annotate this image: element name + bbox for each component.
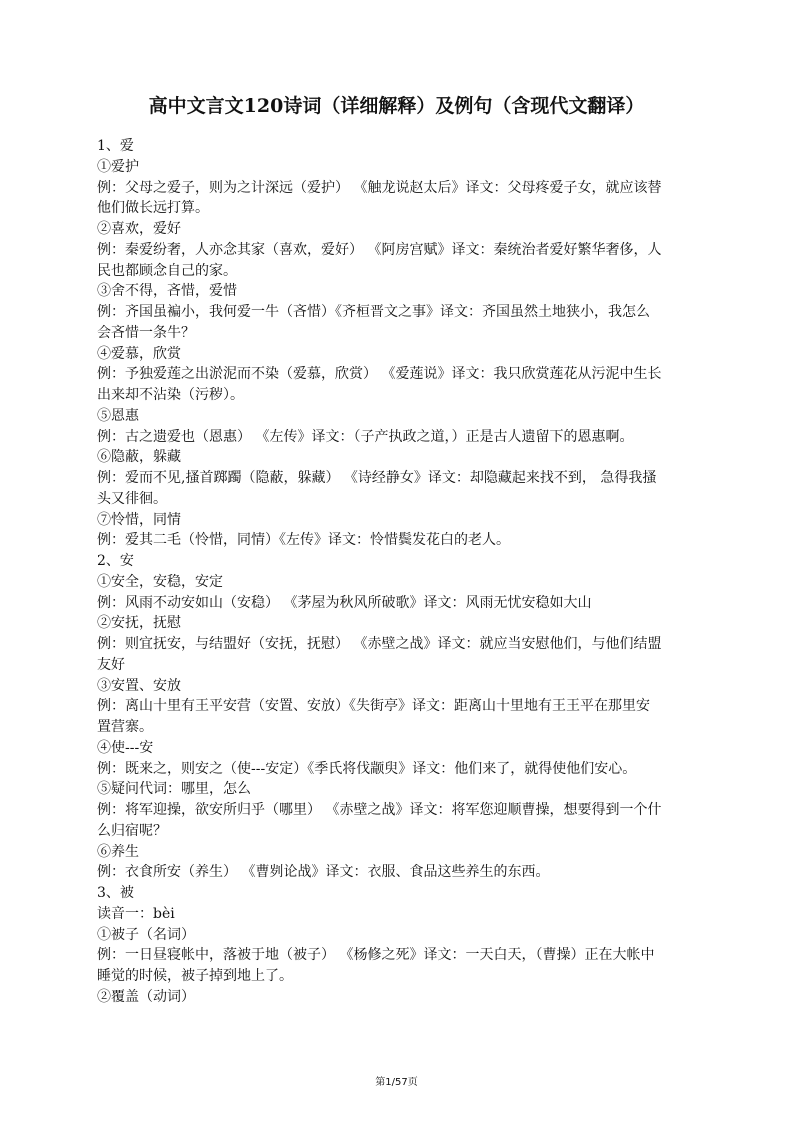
- text-line: 例：父母之爱子，则为之计深远（爱护） 《触龙说赵太后》译文：父母疼爱子女，就应该替: [97, 179, 662, 196]
- text-line: ④使---安: [97, 739, 154, 756]
- text-line: 头又徘徊。: [97, 490, 167, 507]
- text-line: 他们做长远打算。: [97, 200, 209, 217]
- text-line: 例：既来之，则安之（使---安定）《季氏将伐颛臾》译文：他们来了，就得使他们安心。: [97, 760, 637, 777]
- text-line: 例：衣食所安（养生） 《曹刿论战》译文：衣服、食品这些养生的东西。: [97, 864, 550, 881]
- text-line: ①爱护: [97, 158, 139, 175]
- text-line: 例：将军迎操，欲安所归乎（哪里） 《赤壁之战》译文：将军您迎顺曹操，想要得到一个什: [97, 802, 662, 818]
- text-line: 民也都顾念自己的家。: [97, 262, 237, 279]
- text-line: 1、爱: [97, 138, 134, 154]
- text-line: ①安全，安稳，安定: [97, 573, 223, 590]
- text-line: 3、被: [97, 885, 134, 901]
- page-number: 第1/57页: [375, 1077, 418, 1088]
- text-line: 例：秦爱纷奢，人亦念其家（喜欢，爱好） 《阿房宫赋》译文：秦统治者爱好繁华奢侈，人: [97, 241, 662, 258]
- text-line: ③安置、安放: [97, 677, 181, 694]
- text-line: 么归宿呢？: [97, 822, 167, 839]
- text-line: 睡觉的时候，被子掉到地上了。: [97, 968, 293, 984]
- text-line: 出来却不沾染（污秽）。: [97, 387, 244, 403]
- document-title: 高中文言文120诗词（详细解释）及例句（含现代文翻译）: [148, 95, 645, 117]
- text-line: ①被子（名词）: [97, 926, 195, 943]
- text-line: 例：古之遗爱也（恩惠） 《左传》译文：（子产执政之道，）正是古人遗留下的恩惠啊。: [97, 428, 634, 445]
- text-line: 置营寨。: [97, 719, 153, 735]
- text-line: 友好: [97, 656, 125, 673]
- text-line: 例：风雨不动安如山（安稳） 《茅屋为秋风所破歌》译文：风雨无忧安稳如大山: [97, 594, 592, 611]
- text-line: 例：予独爱莲之出淤泥而不染（爱慕，欣赏） 《爱莲说》译文：我只欣赏莲花从污泥中生长: [97, 366, 662, 383]
- text-line: 2、安: [97, 553, 134, 569]
- text-line: ③舍不得，吝惜，爱惜: [97, 283, 237, 300]
- text-line: ⑥隐蔽，躲藏: [97, 449, 181, 466]
- text-line: ⑤恩惠: [97, 407, 139, 424]
- text-line: 例：爱而不见,搔首踯躅（隐蔽，躲藏） 《诗经静女》译文：却隐藏起来找不到， 急得我搔: [97, 470, 657, 486]
- text-line: 读音一：bèi: [97, 905, 175, 922]
- text-line: ②安抚，抚慰: [97, 615, 181, 632]
- text-line: 例：则宜抚安，与结盟好（安抚，抚慰） 《赤壁之战》译文：就应当安慰他们，与他们结盟: [97, 636, 662, 652]
- text-line: ②喜欢，爱好: [97, 221, 181, 237]
- text-line: 例：齐国虽褊小，我何爱一牛（吝惜）《齐桓晋文之事》译文：齐国虽然土地狭小，我怎么: [97, 304, 650, 320]
- text-line: ④爱慕，欣赏: [97, 345, 181, 362]
- text-line: ②覆盖（动词）: [97, 988, 195, 1005]
- text-line: 例：爱其二毛（怜惜，同情）《左传》译文：怜惜鬓发花白的老人。: [97, 532, 510, 549]
- text-line: 例：离山十里有王平安营（安置、安放）《失街亭》译文：距离山十里地有王王平在那里安: [97, 698, 650, 715]
- text-line: ⑤疑问代词：哪里，怎么: [97, 781, 251, 798]
- document-body: [97, 136, 722, 1008]
- text-line: ⑥养生: [97, 843, 139, 860]
- text-line: 会吝惜一条牛？: [97, 324, 195, 341]
- text-line: 例：一日昼寝帐中，落被于地（被子） 《杨修之死》译文：一天白天，（曹操）正在大帐中: [97, 947, 655, 964]
- text-line: ⑦怜惜，同情: [97, 511, 181, 528]
